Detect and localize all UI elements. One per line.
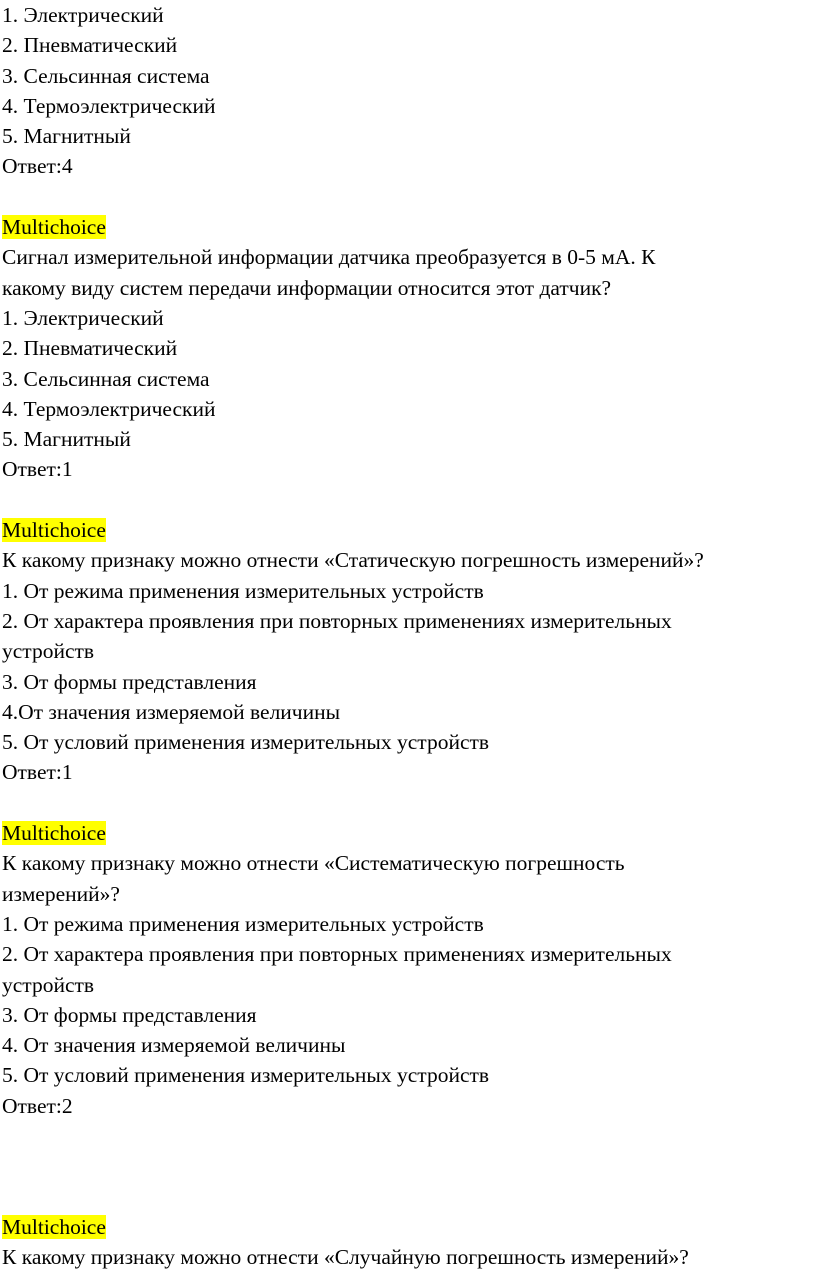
option-line: 3. Сельсинная система — [2, 63, 210, 88]
option-line: 5. Магнитный — [2, 427, 131, 452]
option-line: 1. От режима применения измерительных устройств — [2, 911, 484, 936]
option-line: 3. От формы представления — [2, 669, 257, 694]
question-line: какому виду систем передачи информации относится этот датчик? — [2, 275, 612, 300]
option-line: 2. Пневматический — [2, 33, 178, 58]
option-line: 3. От формы представления — [2, 1002, 257, 1027]
multichoice-tag: Multichoice — [2, 215, 106, 240]
question-line: измерений»? — [2, 881, 120, 906]
question-block-3 — [2, 515, 812, 788]
option-line: 5. От условий применения измерительных устройств — [2, 730, 490, 755]
option-line: 3. Сельсинная система — [2, 366, 210, 391]
question-line: К какому признаку можно отнести «Систематическую погрешность — [2, 851, 625, 876]
question-block-4 — [2, 818, 812, 1121]
option-line: 2. От характера проявления при повторных применениях измерительных — [2, 942, 672, 967]
option-line: 1. От режима применения измерительных устройств — [2, 578, 484, 603]
question-block-2 — [2, 212, 812, 485]
answer-line: Ответ:1 — [2, 760, 73, 785]
spacer — [2, 788, 812, 818]
question-line: Сигнал измерительной информации датчика преобразуется в 0-5 мА. К — [2, 245, 656, 270]
option-line: устройств — [2, 639, 95, 664]
option-line: 4. Термоэлектрический — [2, 93, 216, 118]
question-block-5 — [2, 1212, 812, 1273]
document-page — [2, 0, 812, 1272]
answer-line: Ответ:1 — [2, 457, 73, 482]
option-line: устройств — [2, 972, 95, 997]
question-line: К какому признаку можно отнести «Случайную погрешность измерений»? — [2, 1245, 689, 1270]
question-line: К какому признаку можно отнести «Статическую погрешность измерений»? — [2, 548, 704, 573]
spacer — [2, 1151, 812, 1181]
option-line: 1. Электрический — [2, 305, 164, 330]
option-line: 5. Магнитный — [2, 124, 131, 149]
answer-line: Ответ:4 — [2, 154, 73, 179]
option-line: 4. Термоэлектрический — [2, 396, 216, 421]
option-line: 1. Электрический — [2, 3, 164, 27]
option-line: 4. От значения измеряемой величины — [2, 1033, 346, 1058]
multichoice-tag: Multichoice — [2, 518, 106, 543]
option-line: 2. Пневматический — [2, 336, 178, 361]
option-line: 2. От характера проявления при повторных применениях измерительных — [2, 608, 672, 633]
spacer — [2, 1121, 812, 1151]
option-line: 5. От условий применения измерительных устройств — [2, 1063, 490, 1088]
question-block-1 — [2, 0, 812, 182]
spacer — [2, 1182, 812, 1212]
spacer — [2, 485, 812, 515]
multichoice-tag: Multichoice — [2, 821, 106, 846]
answer-line: Ответ:2 — [2, 1093, 73, 1118]
multichoice-tag: Multichoice — [2, 1214, 106, 1239]
option-line: 4.От значения измеряемой величины — [2, 699, 341, 724]
spacer — [2, 182, 812, 212]
